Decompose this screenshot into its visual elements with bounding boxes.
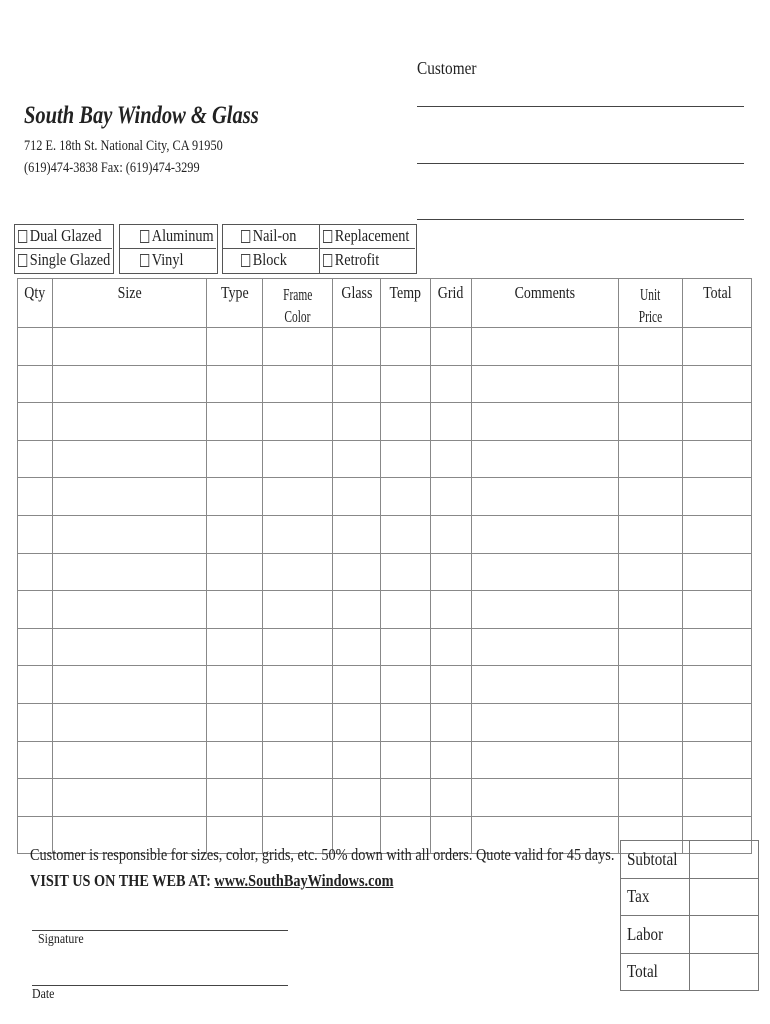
table-row [18,591,752,629]
table-cell[interactable] [619,553,683,591]
table-cell[interactable] [472,515,619,553]
table-cell[interactable] [53,553,207,591]
table-cell[interactable] [381,328,431,366]
table-cell[interactable] [207,515,263,553]
table-cell[interactable] [53,328,207,366]
table-cell[interactable] [207,779,263,817]
col-total: Total [683,279,752,328]
table-cell[interactable] [207,591,263,629]
total-value[interactable] [690,953,759,991]
totals-row-subtotal [621,841,759,879]
table-cell[interactable] [207,365,263,403]
table-cell[interactable] [18,666,53,704]
customer-label: Customer [417,58,477,78]
table-cell[interactable] [53,666,207,704]
table-cell[interactable] [18,553,53,591]
table-cell[interactable] [472,365,619,403]
table-cell[interactable] [683,478,752,516]
table-cell[interactable] [619,403,683,441]
table-cell[interactable] [619,478,683,516]
table-cell[interactable] [381,779,431,817]
table-cell[interactable] [619,779,683,817]
checkbox-icon[interactable] [323,254,332,267]
table-cell[interactable] [333,403,381,441]
option-nail-on[interactable]: Nail-on [241,226,296,246]
option-block[interactable]: Block [241,250,287,270]
table-row [18,666,752,704]
table-cell[interactable] [431,553,472,591]
table-cell[interactable] [381,628,431,666]
table-cell[interactable] [381,666,431,704]
table-cell[interactable] [381,515,431,553]
table-cell[interactable] [333,365,381,403]
table-cell[interactable] [53,365,207,403]
table-cell[interactable] [683,741,752,779]
table-cell[interactable] [53,515,207,553]
table-header-row [18,279,752,328]
table-cell[interactable] [263,515,333,553]
company-name: South Bay Window & Glass [24,102,259,129]
col-glass: Glass [333,279,381,328]
tax-value[interactable] [690,878,759,916]
customer-line-1[interactable] [417,106,744,107]
table-cell[interactable] [263,478,333,516]
table-cell[interactable] [431,440,472,478]
totals-row-labor [621,916,759,954]
table-cell[interactable] [683,666,752,704]
table-cell[interactable] [18,403,53,441]
table-cell[interactable] [333,741,381,779]
table-cell[interactable] [18,741,53,779]
table-cell[interactable] [263,666,333,704]
table-cell[interactable] [207,328,263,366]
totals-row-tax [621,878,759,916]
table-row [18,328,752,366]
company-address: 712 E. 18th St. National City, CA 91950 [24,138,223,154]
totals-row-total [621,953,759,991]
table-cell[interactable] [263,440,333,478]
table-cell[interactable] [53,403,207,441]
customer-line-2[interactable] [417,163,744,164]
table-cell[interactable] [431,328,472,366]
table-cell[interactable] [207,403,263,441]
date-label: Date [32,987,55,1002]
col-comments: Comments [472,279,619,328]
table-cell[interactable] [333,328,381,366]
table-cell[interactable] [263,628,333,666]
website-link[interactable]: www.SouthBayWindows.com [214,871,394,890]
table-cell[interactable] [431,365,472,403]
table-cell[interactable] [53,628,207,666]
table-row [18,478,752,516]
table-cell[interactable] [333,478,381,516]
checkbox-icon[interactable] [140,254,149,267]
table-cell[interactable] [472,328,619,366]
table-cell[interactable] [18,365,53,403]
table-cell[interactable] [53,703,207,741]
table-cell[interactable] [683,703,752,741]
table-cell[interactable] [683,440,752,478]
table-cell[interactable] [18,779,53,817]
table-cell[interactable] [207,553,263,591]
table-cell[interactable] [683,515,752,553]
table-row [18,440,752,478]
table-cell[interactable] [619,741,683,779]
option-replacement[interactable]: Replacement [323,226,409,246]
table-cell[interactable] [619,440,683,478]
table-cell[interactable] [18,591,53,629]
table-cell[interactable] [263,403,333,441]
table-cell[interactable] [333,628,381,666]
table-cell[interactable] [683,328,752,366]
table-cell[interactable] [53,478,207,516]
table-cell[interactable] [619,703,683,741]
table-cell[interactable] [683,365,752,403]
col-qty: Qty [18,279,53,328]
table-row [18,365,752,403]
table-cell[interactable] [619,365,683,403]
table-cell[interactable] [472,741,619,779]
subtotal-value[interactable] [690,841,759,879]
table-cell[interactable] [431,741,472,779]
table-row [18,553,752,591]
table-cell[interactable] [207,440,263,478]
table-cell[interactable] [431,478,472,516]
table-cell[interactable] [381,365,431,403]
table-cell[interactable] [333,779,381,817]
table-cell[interactable] [472,591,619,629]
table-cell[interactable] [472,478,619,516]
checkbox-icon[interactable] [241,254,250,267]
date-line[interactable] [32,985,288,986]
checkbox-icon[interactable] [323,230,332,243]
table-cell[interactable] [431,628,472,666]
table-row [18,403,752,441]
table-cell[interactable] [18,628,53,666]
table-row [18,741,752,779]
table-cell[interactable] [333,440,381,478]
table-cell[interactable] [18,478,53,516]
table-cell[interactable] [381,478,431,516]
table-cell[interactable] [207,703,263,741]
table-cell[interactable] [619,628,683,666]
table-cell[interactable] [381,591,431,629]
table-cell[interactable] [683,553,752,591]
table-cell[interactable] [431,403,472,441]
table-cell[interactable] [431,666,472,704]
col-grid: Grid [431,279,472,328]
table-cell[interactable] [263,553,333,591]
table-cell[interactable] [333,703,381,741]
table-cell[interactable] [53,591,207,629]
table-cell[interactable] [472,553,619,591]
order-table [17,278,752,854]
table-cell[interactable] [683,403,752,441]
subtotal-label: Subtotal [621,841,690,879]
col-frame-color: Frame Color [263,279,333,328]
table-row [18,703,752,741]
option-aluminum[interactable]: Aluminum [140,226,214,246]
table-cell[interactable] [18,703,53,741]
table-cell[interactable] [381,741,431,779]
checkbox-icon[interactable] [140,230,149,243]
table-cell[interactable] [263,779,333,817]
labor-label: Labor [621,916,690,954]
table-cell[interactable] [263,328,333,366]
col-temp: Temp [381,279,431,328]
table-cell[interactable] [472,628,619,666]
checkbox-icon[interactable] [241,230,250,243]
table-cell[interactable] [18,328,53,366]
col-size: Size [53,279,207,328]
table-cell[interactable] [333,591,381,629]
option-vinyl[interactable]: Vinyl [140,250,183,270]
table-cell[interactable] [263,703,333,741]
table-cell[interactable] [431,703,472,741]
table-cell[interactable] [472,703,619,741]
table-cell[interactable] [683,628,752,666]
table-cell[interactable] [472,779,619,817]
checkbox-icon[interactable] [18,230,27,243]
table-cell[interactable] [683,779,752,817]
table-cell[interactable] [18,515,53,553]
table-cell[interactable] [263,591,333,629]
table-cell[interactable] [683,591,752,629]
table-row [18,779,752,817]
terms-note: Customer is responsible for sizes, color, grids, etc. 50% down with all orders. Quote valid for 45 days. [30,845,615,864]
table-row [18,515,752,553]
table-cell[interactable] [207,666,263,704]
table-cell[interactable] [207,741,263,779]
table-cell[interactable] [619,666,683,704]
table-cell[interactable] [263,365,333,403]
option-dual-glazed[interactable]: Dual Glazed [18,226,102,246]
table-cell[interactable] [431,779,472,817]
table-cell[interactable] [18,440,53,478]
customer-line-3[interactable] [417,219,744,220]
table-cell[interactable] [381,440,431,478]
table-cell[interactable] [333,515,381,553]
option-retrofit[interactable]: Retrofit [323,250,379,270]
table-cell[interactable] [263,741,333,779]
table-cell[interactable] [53,440,207,478]
totals-table [620,840,759,991]
signature-line[interactable] [32,930,288,931]
total-label: Total [621,953,690,991]
table-cell[interactable] [207,628,263,666]
checkbox-icon[interactable] [18,254,27,267]
table-cell[interactable] [381,703,431,741]
table-cell[interactable] [381,553,431,591]
table-cell[interactable] [53,741,207,779]
table-cell[interactable] [472,403,619,441]
signature-label: Signature [38,932,84,947]
col-unit-price: Unit Price [619,279,683,328]
labor-value[interactable] [690,916,759,954]
col-type: Type [207,279,263,328]
option-single-glazed[interactable]: Single Glazed [18,250,110,270]
table-cell[interactable] [333,666,381,704]
company-phone-fax: (619)474-3838 Fax: (619)474-3299 [24,160,200,176]
table-cell[interactable] [53,779,207,817]
table-cell[interactable] [472,440,619,478]
table-cell[interactable] [333,553,381,591]
table-cell[interactable] [431,591,472,629]
table-cell[interactable] [207,478,263,516]
table-cell[interactable] [619,515,683,553]
table-cell[interactable] [431,515,472,553]
table-cell[interactable] [381,403,431,441]
table-cell[interactable] [619,591,683,629]
table-row [18,628,752,666]
table-cell[interactable] [472,666,619,704]
table-cell[interactable] [619,328,683,366]
website-line: VISIT US ON THE WEB AT: www.SouthBayWindows.com [30,871,394,890]
tax-label: Tax [621,878,690,916]
